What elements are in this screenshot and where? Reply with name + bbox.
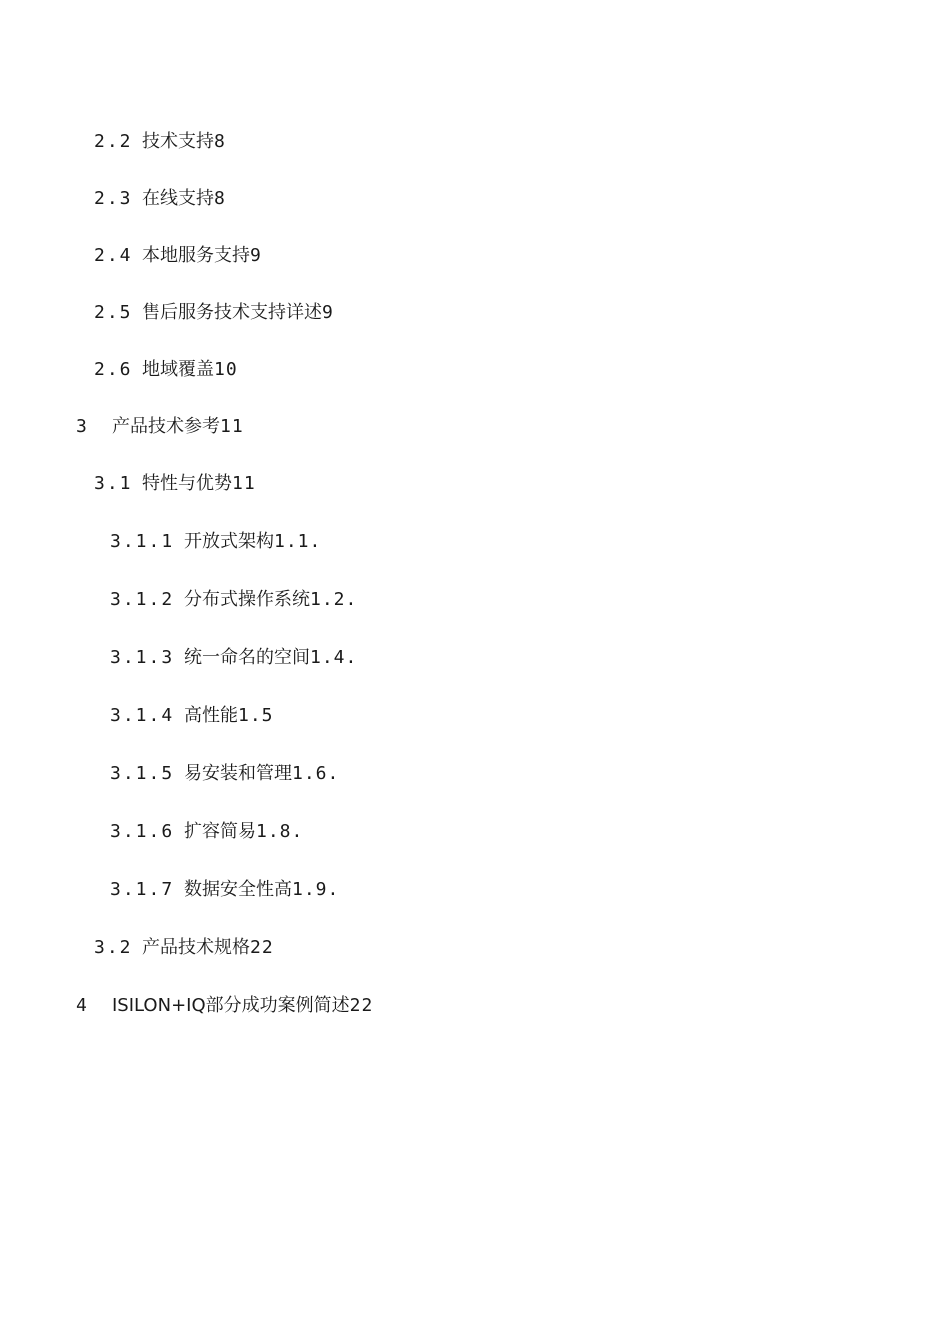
toc-entry-3-2[interactable] bbox=[94, 936, 274, 960]
toc-entry-number: 2.3 bbox=[94, 188, 133, 209]
toc-entry-page: 8 bbox=[214, 188, 226, 209]
toc-entry-page: 8 bbox=[214, 131, 226, 152]
toc-entry-3-1-7[interactable] bbox=[110, 878, 339, 902]
toc-entry-3-1-6[interactable] bbox=[110, 820, 303, 844]
toc-entry-number: 3.1 bbox=[94, 473, 133, 494]
toc-entry-number: 2.2 bbox=[94, 131, 133, 152]
toc-entry-3-1-4[interactable] bbox=[110, 704, 274, 728]
toc-entry-page: 9 bbox=[322, 302, 334, 323]
toc-entry-title: 产品技术参考 bbox=[112, 416, 220, 437]
toc-entry-page: 1.2. bbox=[310, 589, 358, 610]
toc-entry-number: 3.2 bbox=[94, 937, 133, 958]
toc-entry-page: 11 bbox=[232, 473, 256, 494]
toc-entry-3-1-3[interactable] bbox=[110, 646, 357, 670]
toc-entry-number: 3 bbox=[76, 416, 89, 437]
toc-entry-title: 开放式架构 bbox=[184, 531, 274, 552]
toc-entry-page: 1.5 bbox=[238, 705, 274, 726]
toc-entry-number: 2.6 bbox=[94, 359, 133, 380]
toc-entry-page: 9 bbox=[250, 245, 262, 266]
toc-entry-2-4[interactable] bbox=[94, 244, 262, 268]
toc-entry-title: 在线支持 bbox=[142, 188, 214, 209]
toc-entry-page: 22 bbox=[250, 937, 274, 958]
toc-entry-2-5[interactable] bbox=[94, 301, 334, 325]
toc-entry-title: 技术支持 bbox=[142, 131, 214, 152]
toc-entry-4[interactable] bbox=[76, 994, 373, 1018]
toc-entry-title: 售后服务技术支持详述 bbox=[142, 302, 322, 323]
toc-entry-number: 3.1.3 bbox=[110, 647, 175, 668]
toc-entry-number: 2.4 bbox=[94, 245, 133, 266]
toc-entry-2-6[interactable] bbox=[94, 358, 238, 382]
toc-entry-number: 3.1.1 bbox=[110, 531, 175, 552]
toc-entry-page: 1.8. bbox=[256, 821, 304, 842]
toc-entry-3-1-2[interactable] bbox=[110, 588, 357, 612]
toc-entry-title: 扩容简易 bbox=[184, 821, 256, 842]
toc-entry-number: 3.1.2 bbox=[110, 589, 175, 610]
toc-entry-number: 3.1.5 bbox=[110, 763, 175, 784]
toc-entry-page: 11 bbox=[220, 416, 244, 437]
toc-entry-number: 3.1.6 bbox=[110, 821, 175, 842]
toc-entry-page: 1.9. bbox=[292, 879, 340, 900]
toc-entry-number: 4 bbox=[76, 995, 89, 1016]
toc-entry-title: 分布式操作系统 bbox=[184, 589, 310, 610]
toc-entry-number: 2.5 bbox=[94, 302, 133, 323]
toc-entry-page: 10 bbox=[214, 359, 238, 380]
toc-entry-title: 高性能 bbox=[184, 705, 238, 726]
toc-entry-page: 1.4. bbox=[310, 647, 358, 668]
toc-entry-page: 1.1. bbox=[274, 531, 322, 552]
toc-entry-3-1-1[interactable] bbox=[110, 530, 321, 554]
toc-entry-3-1[interactable] bbox=[94, 472, 256, 496]
toc-entry-3[interactable] bbox=[76, 415, 244, 439]
toc-entry-title: 地域覆盖 bbox=[142, 359, 214, 380]
toc-entry-title: 统一命名的空间 bbox=[184, 647, 310, 668]
toc-entry-page: 22 bbox=[349, 995, 374, 1016]
toc-entry-number: 3.1.7 bbox=[110, 879, 175, 900]
toc-entry-title: 本地服务支持 bbox=[142, 245, 250, 266]
toc-entry-title: 产品技术规格 bbox=[142, 937, 250, 958]
toc-entry-2-3[interactable] bbox=[94, 187, 226, 211]
toc-entry-number: 3.1.4 bbox=[110, 705, 175, 726]
toc-entry-2-2[interactable] bbox=[94, 130, 226, 154]
toc-entry-title: 数据安全性高 bbox=[184, 879, 292, 900]
toc-entry-title: 特性与优势 bbox=[142, 473, 232, 494]
toc-entry-page: 1.6. bbox=[292, 763, 340, 784]
toc-entry-title: 易安装和管理 bbox=[184, 763, 292, 784]
toc-entry-title: ISILON+IQ部分成功案例简述 bbox=[112, 995, 350, 1016]
toc-entry-3-1-5[interactable] bbox=[110, 762, 339, 786]
